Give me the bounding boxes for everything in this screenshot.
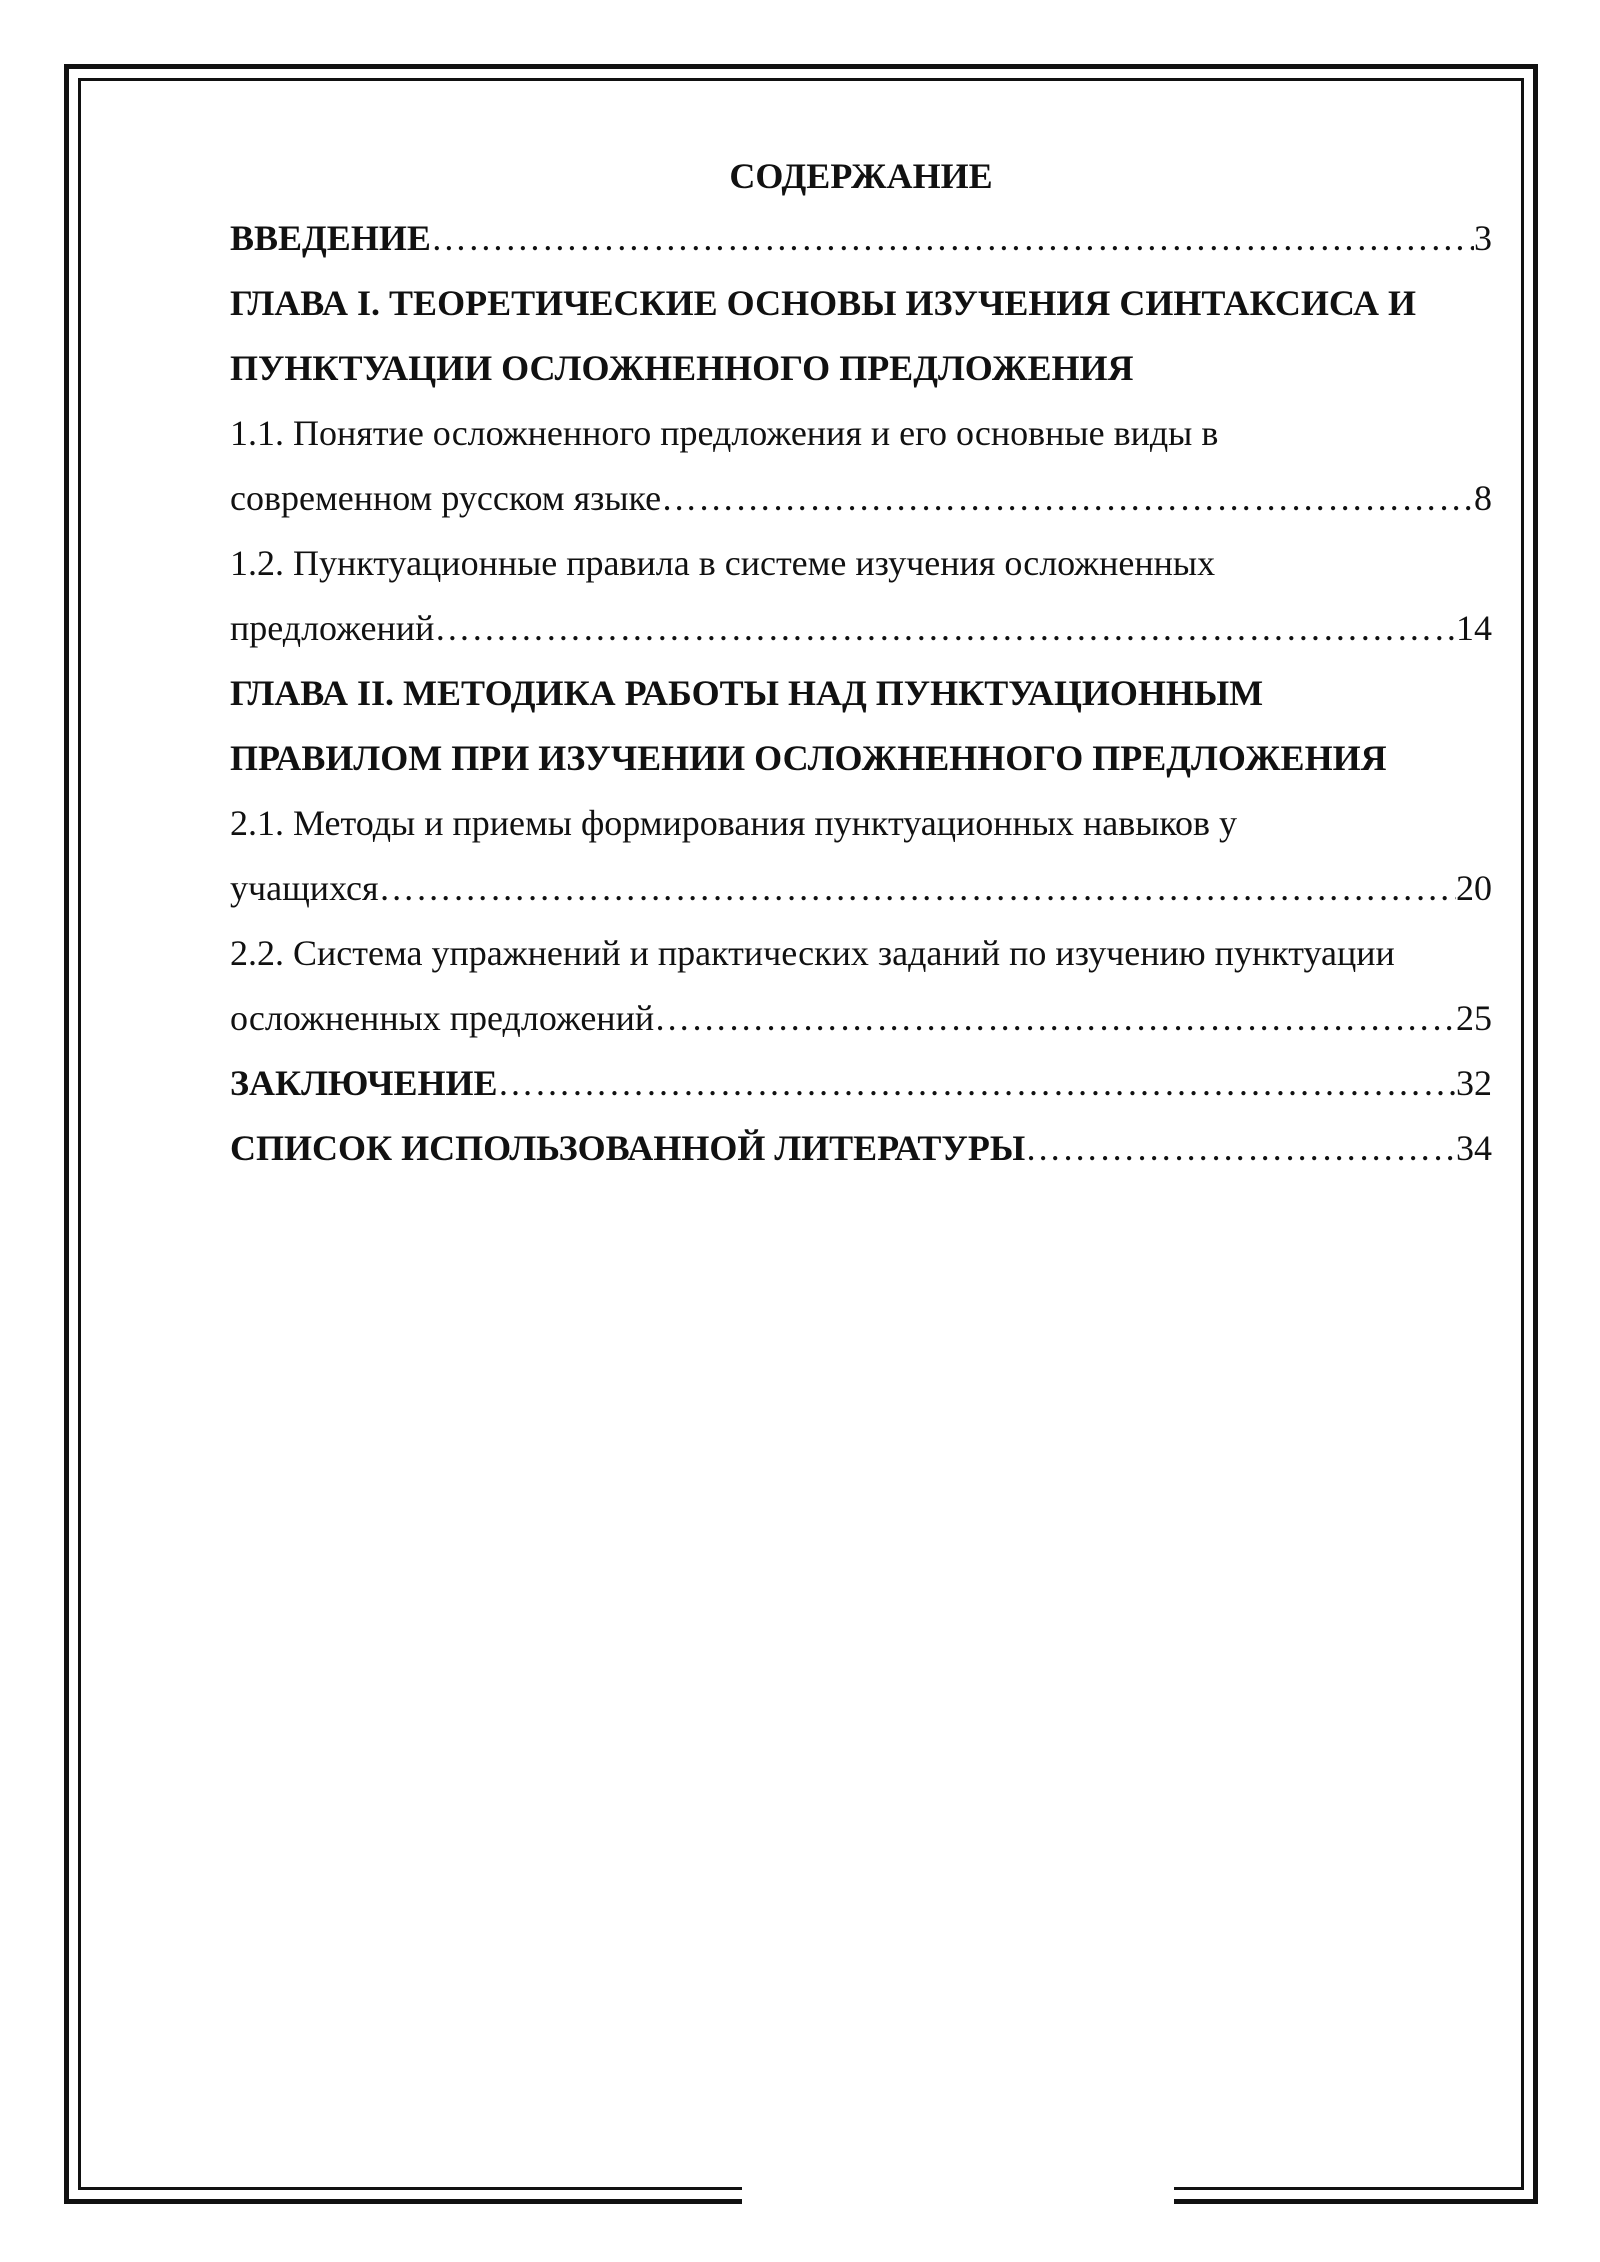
toc-entry-line: [230, 596, 1492, 661]
toc-leader-dots: [434, 596, 1456, 661]
toc-leader-dots: [1025, 1116, 1456, 1181]
toc-entry-text: учащихся: [230, 868, 379, 908]
toc-page-number: 3: [1474, 218, 1492, 258]
toc-entry-text: СПИСОК ИСПОЛЬЗОВАННОЙ ЛИТЕРАТУРЫ: [230, 1128, 1026, 1168]
toc-entry-line: [230, 921, 1492, 986]
toc-entry-text: 2.1. Методы и приемы формирования пунктуационных навыков у: [230, 803, 1238, 843]
toc-entry-line: [230, 531, 1492, 596]
toc-entry-text: предложений: [230, 608, 435, 648]
toc-page-number: 32: [1456, 1063, 1492, 1103]
toc-entry-text: 1.1. Понятие осложненного предложения и его основные виды в: [230, 413, 1219, 453]
toc-leader-dots: [661, 466, 1474, 531]
toc-entry-line: [230, 336, 1492, 401]
toc-entry-text: ГЛАВА II. МЕТОДИКА РАБОТЫ НАД ПУНКТУАЦИОННЫМ: [230, 673, 1264, 713]
toc-entry-text: ПРАВИЛОМ ПРИ ИЗУЧЕНИИ ОСЛОЖНЕННОГО ПРЕДЛОЖЕНИЯ: [230, 738, 1387, 778]
toc-entry-line: [230, 726, 1492, 791]
toc-entry-text: современном русском языке: [230, 478, 662, 518]
toc-title: СОДЕРЖАНИЕ: [729, 156, 993, 196]
toc-page-number: 25: [1456, 998, 1492, 1038]
toc-entry-line: [230, 271, 1492, 336]
toc-entry-text: ГЛАВА I. ТЕОРЕТИЧЕСКИЕ ОСНОВЫ ИЗУЧЕНИЯ СИНТАКСИСА И: [230, 283, 1417, 323]
toc-leader-dots: [431, 206, 1474, 271]
toc-page-number: 8: [1474, 478, 1492, 518]
toc-leader-dots: [379, 856, 1456, 921]
toc-leader-dots: [498, 1051, 1456, 1116]
toc-entry-text: 2.2. Система упражнений и практических заданий по изучению пунктуации: [230, 933, 1395, 973]
toc-entry-line: [230, 401, 1492, 466]
toc-entry-line: [230, 986, 1492, 1051]
toc-entry-text: осложненных предложений: [230, 998, 655, 1038]
toc-entry-line: [230, 791, 1492, 856]
toc-entry-line: [230, 466, 1492, 531]
toc-entry-line: [230, 1051, 1492, 1116]
toc-entry-text: ЗАКЛЮЧЕНИЕ: [230, 1063, 498, 1103]
toc-entry-text: 1.2. Пунктуационные правила в системе изучения осложненных: [230, 543, 1216, 583]
toc-entry-text: ПУНКТУАЦИИ ОСЛОЖНЕННОГО ПРЕДЛОЖЕНИЯ: [230, 348, 1134, 388]
toc-entry-line: [230, 856, 1492, 921]
toc-entry-text: ВВЕДЕНИЕ: [230, 218, 431, 258]
toc-entry-line: [230, 1116, 1492, 1181]
toc-leader-dots: [654, 986, 1456, 1051]
toc-page-number: 14: [1456, 608, 1492, 648]
toc-entry-line: [230, 661, 1492, 726]
toc-entry-line: [230, 206, 1492, 271]
toc-page-number: 34: [1456, 1128, 1492, 1168]
toc-entries: [230, 206, 1492, 1181]
frame-gap: [742, 2176, 1174, 2212]
table-of-contents: [230, 146, 1492, 1181]
toc-page-number: 20: [1456, 868, 1492, 908]
